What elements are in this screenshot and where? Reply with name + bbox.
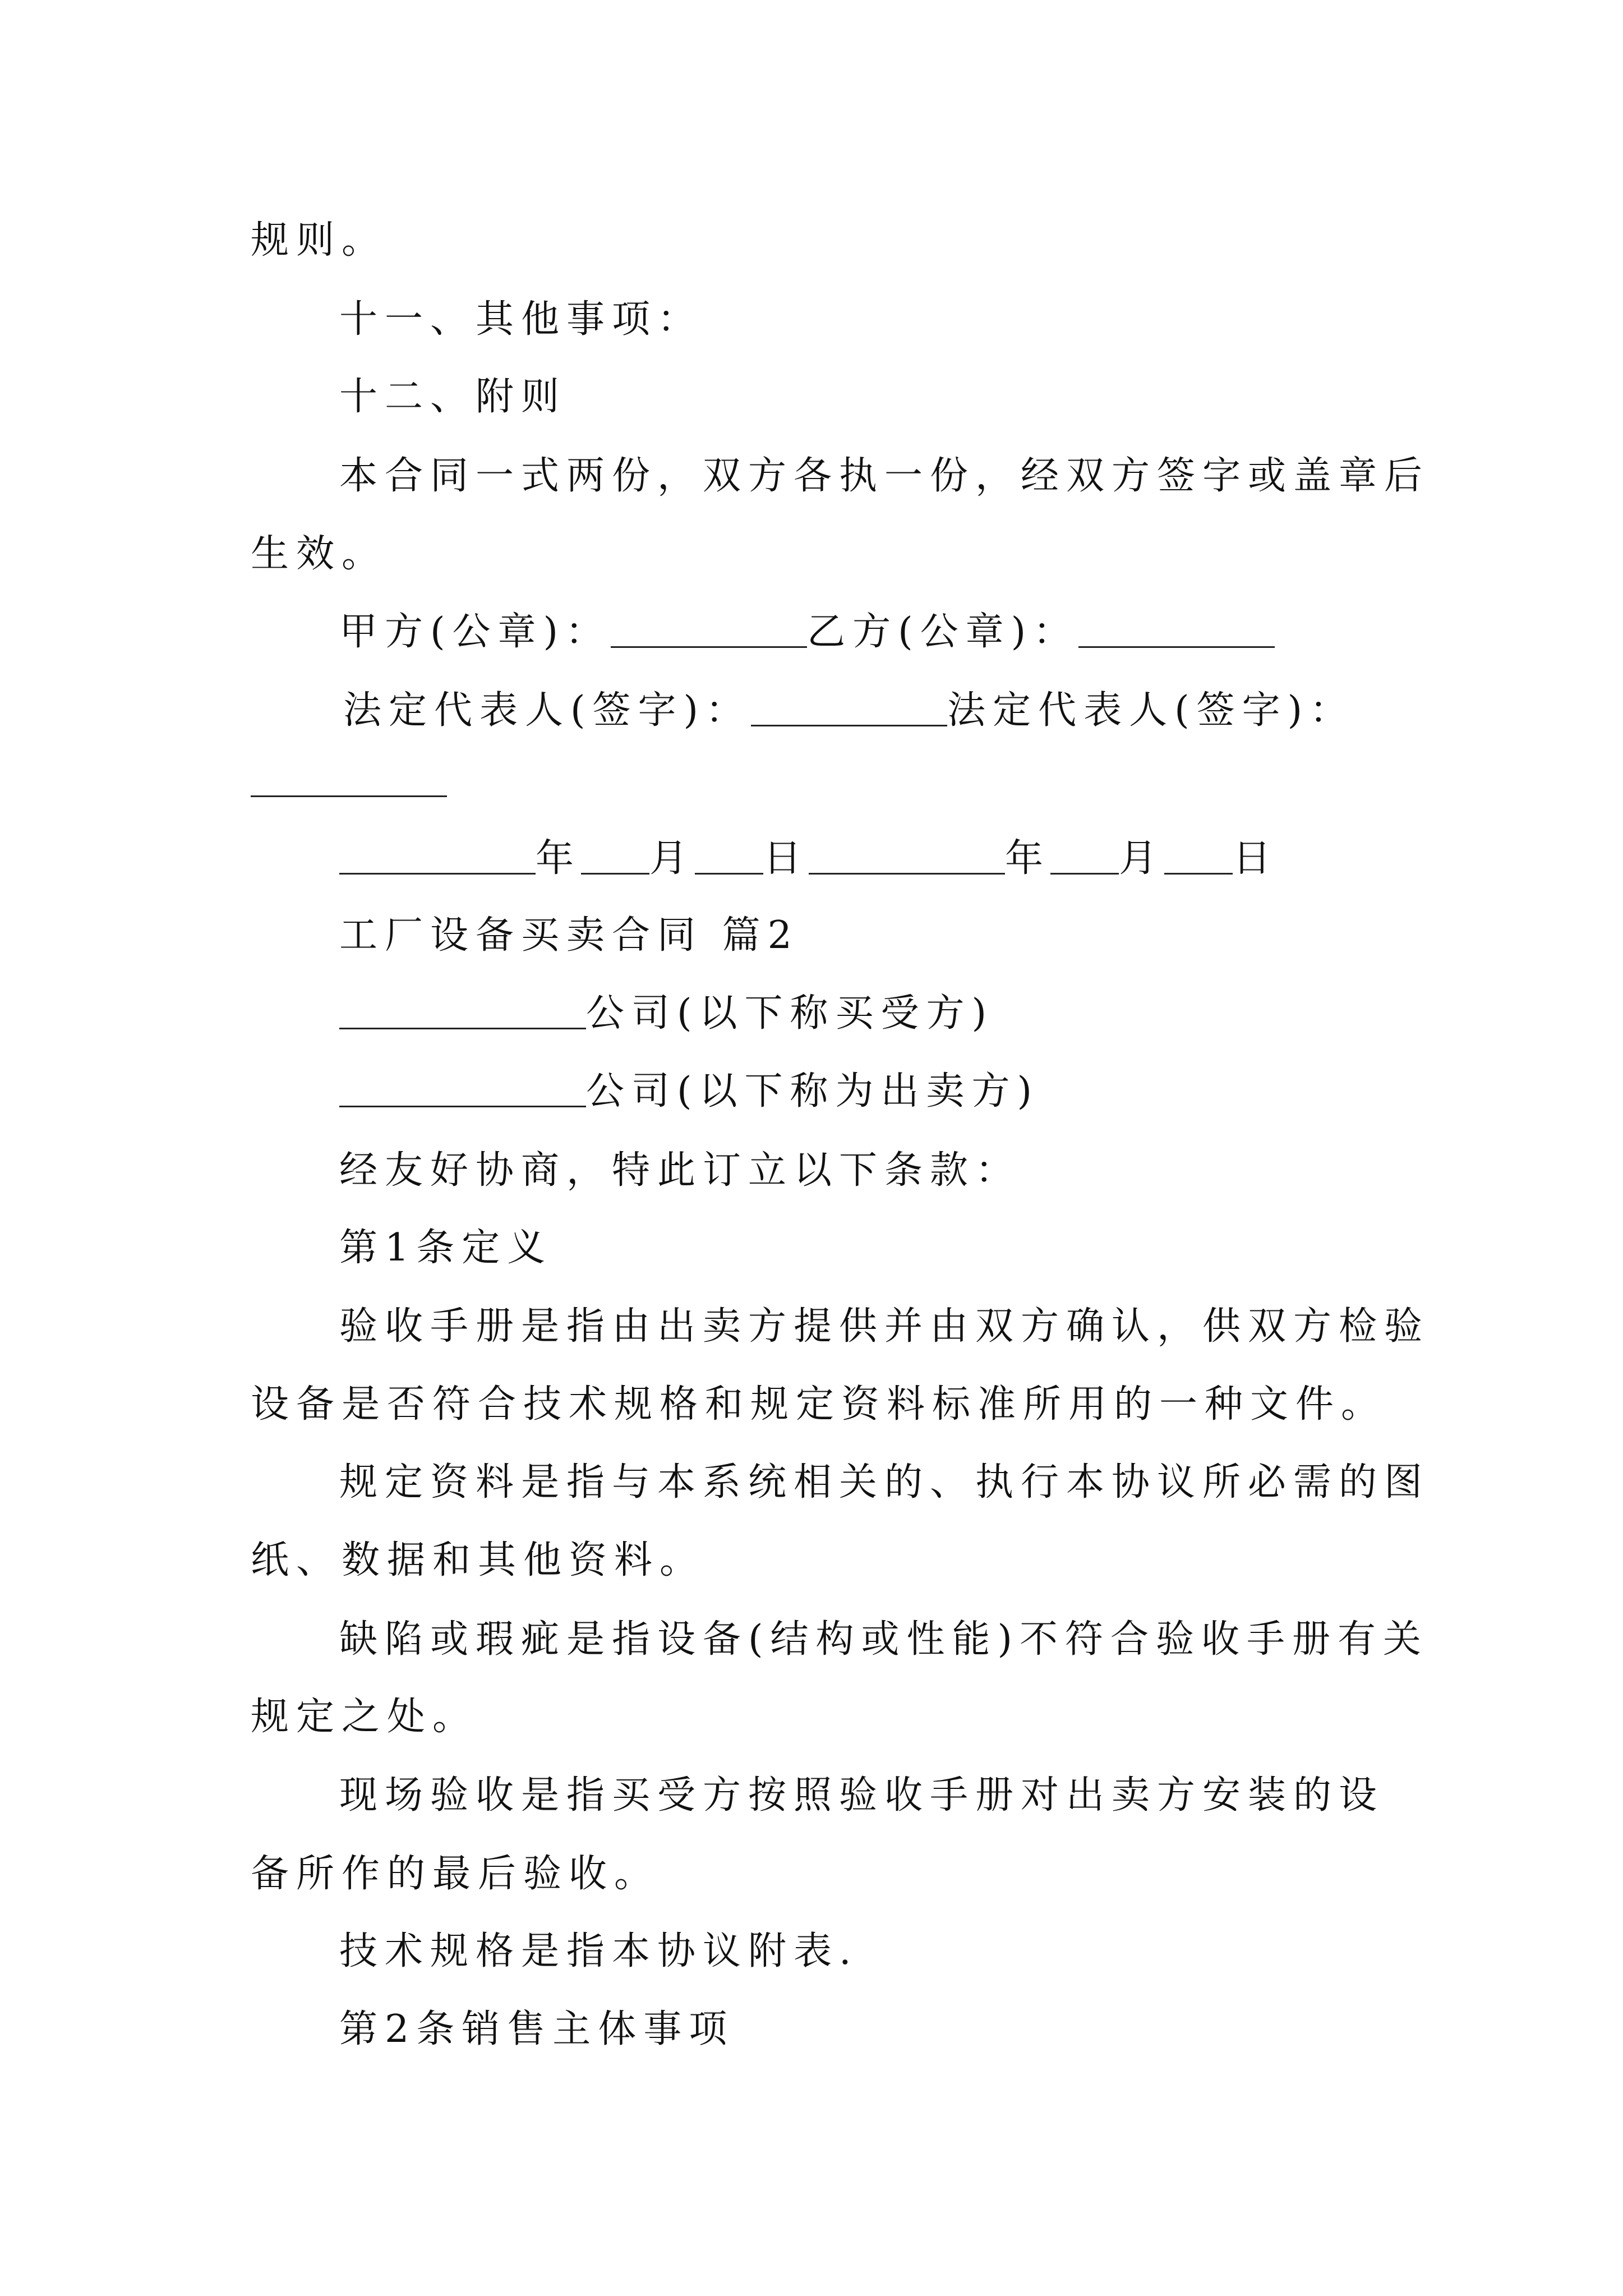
signature-line-representatives — [343, 684, 1355, 738]
seller-line — [339, 1065, 1039, 1119]
party-a-label: 甲方(公章)： — [339, 610, 611, 654]
paragraph-line: 经友好协商，特此订立以下条款： — [339, 1148, 1021, 1193]
representative-a-blank — [751, 688, 947, 726]
day-a-label: 日 — [763, 836, 809, 881]
day-a-blank — [695, 836, 763, 875]
party-b-blank — [1078, 609, 1275, 648]
paragraph-line: 设备是否符合技术规格和规定资料标准所用的一种文件。 — [251, 1382, 1387, 1427]
paragraph-line: 生效。 — [251, 532, 388, 576]
section-heading: 十二、附则 — [339, 375, 567, 419]
paragraph-line: 技术规格是指本协议附表. — [339, 1929, 859, 1973]
year-b-blank — [809, 836, 1005, 875]
year-a-blank — [339, 836, 536, 875]
year-b-label: 年 — [1005, 836, 1051, 881]
buyer-company-blank — [339, 991, 586, 1029]
month-b-blank — [1050, 836, 1119, 875]
representative-a-label: 法定代表人(签字)： — [343, 688, 751, 733]
paragraph-line: 规定之处。 — [251, 1695, 478, 1739]
section-heading: 十一、其他事项： — [339, 297, 703, 342]
article-heading: 第1条定义 — [339, 1226, 553, 1270]
month-a-blank — [581, 836, 649, 875]
paragraph-line: 本合同一式两份，双方各执一份，经双方签字或盖章后 — [339, 454, 1430, 498]
representative-b-blank — [251, 795, 447, 797]
party-a-blank — [611, 609, 807, 648]
paragraph-line: 现场验收是指买受方按照验收手册对出卖方安装的设 — [339, 1773, 1385, 1818]
contract-title: 工厂设备买卖合同 篇2 — [339, 913, 799, 958]
paragraph-line: 规则。 — [251, 218, 388, 263]
paragraph-line: 验收手册是指由出卖方提供并由双方确认，供双方检验 — [339, 1304, 1430, 1349]
paragraph-line: 缺陷或瑕疵是指设备(结构或性能)不符合验收手册有关 — [339, 1617, 1429, 1662]
paragraph-line: 规定资料是指与本系统相关的、执行本协议所必需的图 — [339, 1460, 1430, 1504]
month-b-label: 月 — [1119, 836, 1165, 881]
seller-company-blank — [339, 1069, 586, 1107]
representative-b-label: 法定代表人(签字)： — [947, 688, 1355, 733]
party-b-label: 乙方(公章)： — [807, 610, 1079, 654]
year-a-label: 年 — [536, 836, 582, 881]
buyer-label: 公司(以下称买受方) — [586, 991, 994, 1036]
paragraph-line: 备所作的最后验收。 — [251, 1852, 660, 1896]
buyer-line — [339, 987, 994, 1041]
date-line — [339, 832, 1278, 886]
paragraph-line: 纸、数据和其他资料。 — [251, 1538, 706, 1582]
article-heading: 第2条销售主体事项 — [339, 2007, 735, 2051]
month-a-label: 月 — [649, 836, 695, 881]
signature-line-parties — [339, 605, 1275, 659]
day-b-blank — [1164, 836, 1233, 875]
day-b-label: 日 — [1233, 836, 1279, 881]
seller-label: 公司(以下称为出卖方) — [586, 1069, 1040, 1114]
